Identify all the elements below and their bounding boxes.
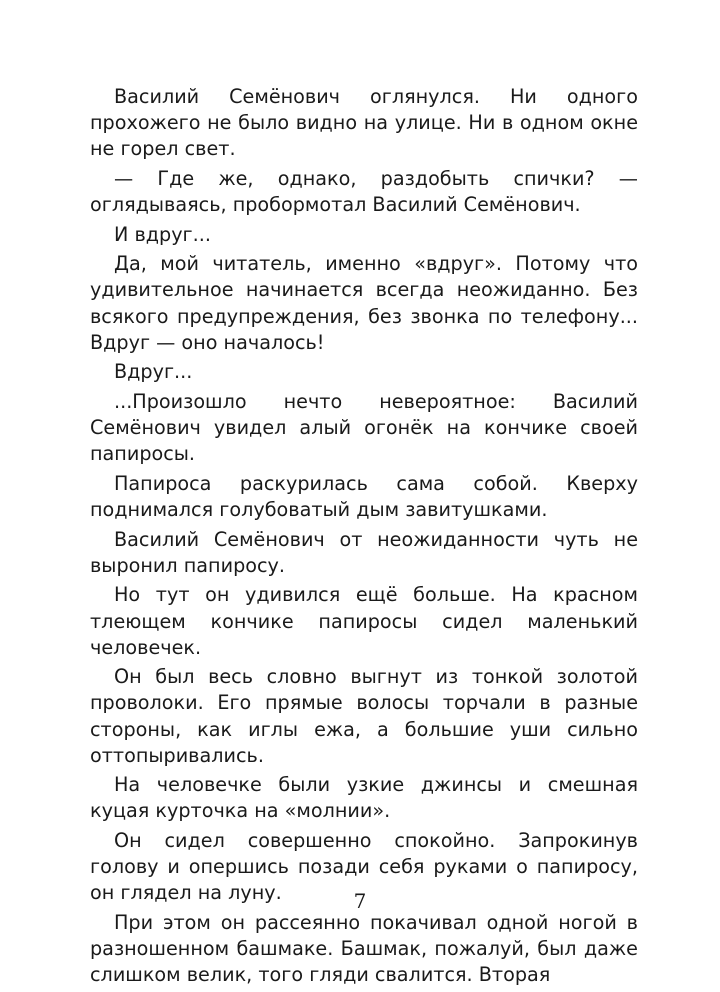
paragraph-1: Василий Семёнович оглянулся. Ни одного прохожего не было видно на улице. Ни в одном окне не горел свет. [90,85,638,161]
page-number: 7 [353,889,367,913]
paragraph-8: Василий Семёнович от неожиданности чуть не выронил папиросу. [90,527,638,577]
paragraph-13: При этом он рассеянно покачивал одной ногой в разношенном башмаке. Башмак, пожалуй, был даже слишком велик, того гляди свалится. Вторая [90,910,638,987]
page-text [90,84,638,992]
paragraph-9: Но тут он удивился ещё больше. На красном тлеющем кончике папиросы сидел маленький человечек. [90,583,638,659]
paragraph-6: ...Произошло нечто невероятное: Василий Семёнович увидел алый огонёк на кончике своей папиросы. [90,390,638,466]
paragraph-10: Он был весь словно выгнут из тонкой золотой проволоки. Его прямые волосы торчали в разные стороны, как иглы ежа, а большие уши сильно оттопыривались. [90,665,638,767]
paragraph-2: — Где же, однако, раздобыть спички? — оглядываясь, пробормотал Василий Семёнович. [90,166,638,216]
paragraph-4: Да, мой читатель, именно «вдруг». Потому что удивительное начинается всегда неожиданно. Без всякого предупреждения, без звонка по телефону... Вдруг — оно началось! [90,252,638,354]
paragraph-11: На человечке были узкие джинсы и смешная куцая курточка на «молнии». [90,773,638,823]
paragraph-3: И вдруг... [114,222,211,246]
paragraph-5: Вдруг... [114,360,193,384]
paragraph-7: Папироса раскурилась сама собой. Кверху поднимался голубоватый дым завитушками. [90,471,638,521]
paragraph-12: Он сидел совершенно спокойно. Запрокинув голову и опершись позади себя руками о папиросу, он глядел на луну. [90,829,638,905]
